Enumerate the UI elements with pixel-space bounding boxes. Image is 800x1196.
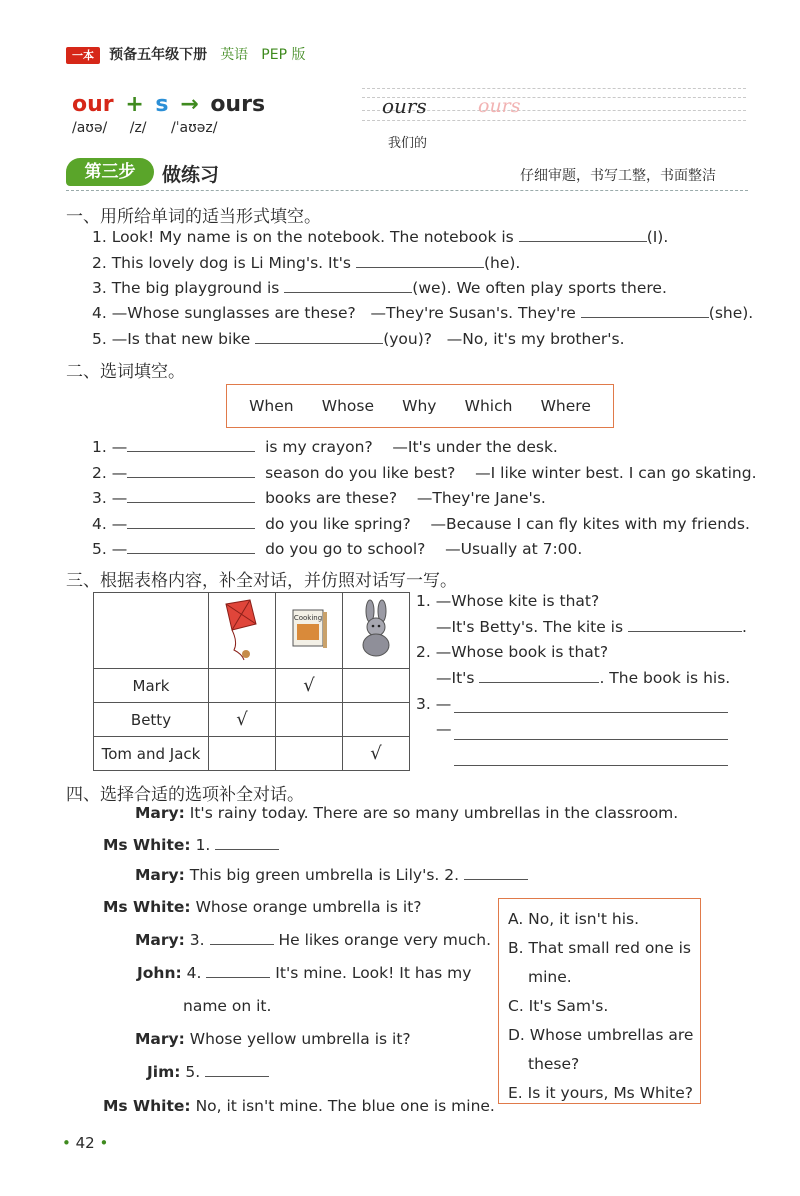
answer-blank[interactable] (127, 552, 255, 554)
write-line[interactable] (454, 712, 728, 713)
s3-q2-answer: —It's . The book is his. (436, 669, 731, 687)
edition-label: PEP 版 (261, 47, 306, 63)
answer-blank[interactable] (464, 878, 528, 880)
rabbit-cell (343, 593, 410, 669)
kite-cell (209, 593, 276, 669)
ipa-1: /aʊə/ (72, 120, 108, 136)
answer-blank[interactable] (628, 630, 742, 632)
row-label: Mark (94, 669, 209, 703)
answer-blank[interactable] (255, 342, 383, 344)
section-2-title: 二、选词填空。 (66, 362, 185, 382)
s1-q2: 2. This lovely dog is Li Ming's. It's (he). (92, 254, 521, 272)
step-title: 做练习 (162, 164, 220, 186)
s3-q3: 3. — (416, 695, 452, 713)
dialogue-line: John: 4. It's mine. Look! It has my (137, 964, 472, 982)
answer-blank[interactable] (127, 450, 255, 452)
word-bank (226, 384, 614, 428)
answer-blank[interactable] (356, 266, 484, 268)
s2-item: 5. — do you go to school? —Usually at 7:00. (92, 540, 583, 558)
s2-item: 3. — books are these? —They're Jane's. (92, 489, 546, 507)
s1-q4: 4. —Whose sunglasses are these? —They're Susan's. They're (she). (92, 304, 754, 322)
s3-q1: 1. —Whose kite is that? (416, 592, 600, 610)
dialogue-line: Ms White: No, it isn't mine. The blue one is mine. (103, 1097, 495, 1115)
phonics-part1: our (72, 92, 114, 117)
ownership-table (93, 592, 410, 771)
write-line[interactable] (454, 739, 728, 740)
cookbook-icon (287, 604, 331, 654)
section-3-title: 三、根据表格内容，补全对话，并仿照对话写一写。 (66, 571, 457, 591)
book-cell (276, 593, 343, 669)
dialogue-line: Ms White: 1. (103, 836, 279, 854)
rabbit-icon (354, 599, 398, 659)
kite-icon (216, 596, 268, 662)
dialogue-line: Mary: It's rainy today. There are so many umbrellas in the classroom. (135, 804, 679, 822)
step-motto: 仔细审题，书写工整，书面整洁 (520, 168, 716, 184)
answer-blank[interactable] (127, 476, 255, 478)
s1-q1: 1. Look! My name is on the notebook. The notebook is (I). (92, 228, 669, 246)
s2-item: 1. — is my crayon? —It's under the desk. (92, 438, 558, 456)
dialogue-line: name on it. (183, 997, 272, 1015)
word-meaning: 我们的 (388, 136, 428, 151)
row-label: Betty (94, 703, 209, 737)
handwriting-sample: ours (382, 94, 427, 118)
book-title: 预备五年级下册 (109, 47, 208, 63)
phonics-ipa (72, 120, 217, 136)
s3-q2: 2. —Whose book is that? (416, 643, 609, 661)
s3-q1-answer: —It's Betty's. The kite is . (436, 618, 747, 636)
s1-q5: 5. —Is that new bike (you)? —No, it's my brother's. (92, 330, 625, 348)
step-divider (66, 190, 748, 191)
answer-blank[interactable] (215, 848, 279, 850)
ipa-2: /z/ (129, 120, 147, 136)
options-box (498, 898, 701, 1104)
word-bank-item: Why (402, 397, 437, 415)
handwriting-trace: ours (478, 95, 521, 117)
dialogue-line: Mary: This big green umbrella is Lily's. 2. (135, 866, 528, 884)
answer-blank[interactable] (127, 501, 255, 503)
answer-blank[interactable] (284, 291, 412, 293)
cookbook-label: Cooking (293, 613, 323, 622)
ipa-3: /ˈaʊəz/ (170, 120, 218, 136)
word-bank-item: Where (540, 397, 591, 415)
option-d: D. Whose umbrellas are (508, 1026, 694, 1044)
check-mark: √ (209, 703, 276, 737)
arrow-icon: → (180, 92, 199, 117)
phonics-formula (72, 92, 265, 117)
answer-blank[interactable] (210, 943, 274, 945)
dialogue-line: Ms White: Whose orange umbrella is it? (103, 898, 422, 916)
answer-blank[interactable] (479, 681, 599, 683)
option-e: E. Is it yours, Ms White? (508, 1084, 693, 1102)
word-bank-item: Which (464, 397, 513, 415)
table-header-empty (94, 593, 209, 669)
s1-q3: 3. The big playground is (we). We often play sports there. (92, 279, 667, 297)
dialogue-line: Mary: 3. He likes orange very much. (135, 931, 492, 949)
page-number: • 42 • (62, 1134, 109, 1152)
option-b-cont: mine. (528, 968, 572, 986)
publisher-logo: 一本 (66, 47, 100, 64)
s2-item: 2. — season do you like best? —I like winter best. I can go skating. (92, 464, 757, 482)
answer-blank[interactable] (581, 316, 709, 318)
subject-label: 英语 (220, 47, 249, 63)
plus-sign: + (125, 92, 144, 117)
s2-item: 4. — do you like spring? —Because I can fly kites with my friends. (92, 515, 750, 533)
answer-blank[interactable] (519, 240, 647, 242)
dialogue-line: Jim: 5. (147, 1063, 269, 1081)
check-mark: √ (343, 737, 410, 771)
s3-q3-reply: — (436, 720, 452, 738)
step-badge: 第三步 (66, 158, 154, 186)
option-c: C. It's Sam's. (508, 997, 609, 1015)
write-line[interactable] (454, 765, 728, 766)
word-bank-item: When (249, 397, 294, 415)
word-bank-item: Whose (321, 397, 374, 415)
option-d-cont: these? (528, 1055, 580, 1073)
dialogue-line: Mary: Whose yellow umbrella is it? (135, 1030, 411, 1048)
check-mark: √ (276, 669, 343, 703)
phonics-part2: s (155, 92, 169, 117)
phonics-result: ours (210, 92, 266, 117)
page-header (66, 44, 305, 64)
answer-blank[interactable] (205, 1075, 269, 1077)
section-1-title: 一、用所给单词的适当形式填空。 (66, 207, 321, 227)
answer-blank[interactable] (206, 976, 270, 978)
option-a: A. No, it isn't his. (508, 910, 640, 928)
section-4-title: 四、选择合适的选项补全对话。 (66, 785, 304, 805)
answer-blank[interactable] (127, 527, 255, 529)
row-label: Tom and Jack (94, 737, 209, 771)
option-b: B. That small red one is (508, 939, 691, 957)
